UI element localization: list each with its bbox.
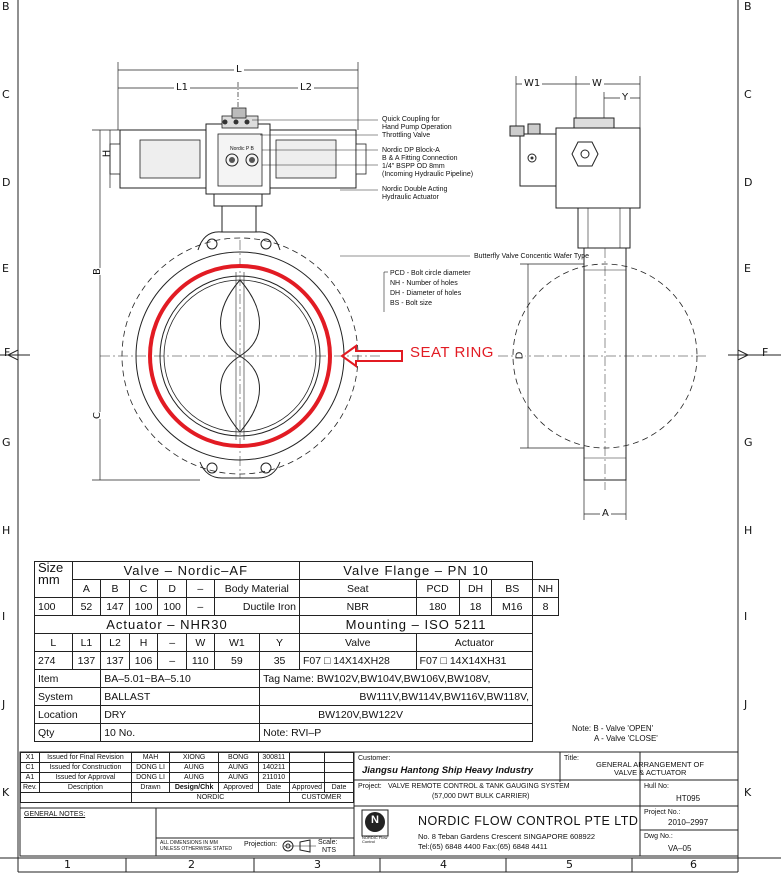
frame-letter: C xyxy=(2,88,10,101)
rev-header: Rev. xyxy=(21,783,40,793)
dim-Y: Y xyxy=(622,92,629,103)
blank-cell xyxy=(290,763,325,773)
general-notes: GENERAL NOTES: xyxy=(24,811,86,818)
table-cell: 274 xyxy=(35,652,73,670)
blank-cell xyxy=(290,753,325,763)
table-cell: 59 xyxy=(214,652,260,670)
rev-header: Date xyxy=(325,783,354,793)
col-header: A xyxy=(72,580,101,598)
tag-line-2: BW111V,BW114V,BW116V,BW118V, xyxy=(260,688,533,706)
company-tel: Tel:(65) 6848 4400 Fax:(65) 6848 4411 xyxy=(418,842,548,851)
mount-code: F07 xyxy=(302,654,322,667)
callout-pcd: PCD - Bolt circle diameter xyxy=(390,270,471,277)
mount-value: 14X14XH31 xyxy=(449,654,507,667)
col-header: C xyxy=(129,580,158,598)
size-label: Size xyxy=(38,560,64,575)
frame-letter: K xyxy=(2,786,10,799)
rev-approved: AUNG xyxy=(219,763,258,773)
rev-drawn: MAH xyxy=(131,753,169,763)
table-cell: 18 xyxy=(459,598,492,616)
table-cell: 137 xyxy=(101,652,130,670)
rev-design: AUNG xyxy=(170,773,219,783)
col-header: D xyxy=(158,580,187,598)
rev-header: Design/Chk xyxy=(170,783,219,793)
dim-L1: L1 xyxy=(176,82,188,93)
callout-bs: BS - Bolt size xyxy=(390,300,433,307)
col-header: Seat xyxy=(299,580,416,598)
drawing-title-2: VALVE & ACTUATOR xyxy=(614,768,687,777)
dim-A: A xyxy=(602,508,609,519)
col-header: Y xyxy=(260,634,300,652)
all-dims-2: UNLESS OTHERWISE STATED xyxy=(160,846,232,852)
frame-letter: G xyxy=(744,436,753,449)
rev-date: 140211 xyxy=(258,763,289,773)
valve-close-note: A - Valve 'CLOSE' xyxy=(594,734,658,743)
callout-throttling: Throttling Valve xyxy=(382,132,431,139)
dim-L: L xyxy=(236,64,242,75)
table-cell: 100 xyxy=(158,598,187,616)
dim-W: W xyxy=(592,78,602,89)
dim-C: C xyxy=(91,412,103,419)
rev-header: Approved xyxy=(290,783,325,793)
project-number: 2010–2997 xyxy=(668,818,709,827)
callout-fitting: B & A Fitting Connection xyxy=(382,155,458,162)
table-cell: – xyxy=(158,652,187,670)
tag-line-1: Tag Name: BW102V,BW104V,BW106V,BW108V, xyxy=(260,670,533,688)
col-header: Valve xyxy=(299,634,416,652)
project-label: Project: xyxy=(358,783,382,790)
logo-text: NORDIC Flow Control xyxy=(362,835,388,844)
flange-header: Valve Flange – PN 10 xyxy=(299,562,532,580)
table-cell: Ductile Iron xyxy=(214,598,299,616)
dwg-label: Dwg No.: xyxy=(644,833,673,840)
frame-letter: J xyxy=(744,698,748,711)
valve-header: Valve – Nordic–AF xyxy=(72,562,299,580)
frame-letter: F xyxy=(762,346,769,359)
rev-desc: Issued for Approval xyxy=(39,773,131,783)
rev-desc: Issued for Construction xyxy=(39,763,131,773)
mount-value: 14X14XH28 xyxy=(333,654,390,667)
col-header: W1 xyxy=(214,634,260,652)
frame-letter: G xyxy=(2,436,11,449)
company-address: No. 8 Teban Gardens Crescent SINGAPORE 608922 xyxy=(418,832,596,841)
rev-approved: BONG xyxy=(219,753,258,763)
rev-approved: AUNG xyxy=(219,773,258,783)
frame-number: 4 xyxy=(440,858,447,871)
blank-cell xyxy=(325,763,354,773)
table-cell: 147 xyxy=(101,598,130,616)
rev-drawn: DONG LI xyxy=(131,773,169,783)
table-cell: 180 xyxy=(416,598,459,616)
revision-table xyxy=(20,752,354,803)
customer-label: Customer: xyxy=(358,755,391,762)
all-dims-1: ALL DIMENSIONS IN MM xyxy=(160,840,218,846)
rev-header: Date xyxy=(258,783,289,793)
table-cell: – xyxy=(186,598,214,616)
table-cell: 52 xyxy=(72,598,101,616)
hull-label: Hull No: xyxy=(644,783,669,790)
square-icon: □ xyxy=(323,654,331,667)
dim-W1: W1 xyxy=(524,78,541,89)
project-name-2: (57,000 DWT BULK CARRIER) xyxy=(432,793,530,800)
blank-cell xyxy=(325,773,354,783)
col-header: DH xyxy=(459,580,492,598)
col-header: – xyxy=(158,634,187,652)
table-cell: 110 xyxy=(186,652,214,670)
callout-double-acting: Nordic Double Acting xyxy=(382,186,448,193)
rvi-note: Note: RVI–P xyxy=(260,724,533,742)
rev-code: C1 xyxy=(21,763,40,773)
col-header: – xyxy=(186,580,214,598)
frame-number: 3 xyxy=(314,858,321,871)
blank-cell xyxy=(325,753,354,763)
table-cell: 8 xyxy=(533,598,559,616)
callout-nh: NH - Number of holes xyxy=(390,280,458,287)
frame-number: 5 xyxy=(566,858,573,871)
dwg-number: VA–05 xyxy=(668,844,692,853)
rev-desc: Issued for Final Revision xyxy=(39,753,131,763)
frame-letter: J xyxy=(2,698,6,711)
frame-letter: C xyxy=(744,88,752,101)
col-header: PCD xyxy=(416,580,459,598)
col-header: Actuator xyxy=(416,634,533,652)
rev-date: 211010 xyxy=(258,773,289,783)
rev-code: X1 xyxy=(21,753,40,763)
dim-L2: L2 xyxy=(300,82,312,93)
rev-design: XIONG xyxy=(170,753,219,763)
col-header: W xyxy=(186,634,214,652)
table-cell: M16 xyxy=(492,598,533,616)
scale-value: NTS xyxy=(322,847,336,854)
rev-drawn: DONG LI xyxy=(131,763,169,773)
callout-actuator: Hydraulic Actuator xyxy=(382,194,439,201)
frame-letter: I xyxy=(2,610,6,623)
frame-number: 6 xyxy=(690,858,697,871)
rev-date: 300811 xyxy=(258,753,289,763)
col-header: B xyxy=(101,580,130,598)
customer-name: Jiangsu Hantong Ship Heavy Industry xyxy=(362,765,534,776)
callout-hand-pump: Hand Pump Operation xyxy=(382,124,452,131)
title-label: Title: xyxy=(564,755,579,762)
mm-label: mm xyxy=(38,572,60,587)
frame-letter: I xyxy=(744,610,748,623)
frame-letter: E xyxy=(2,262,9,275)
qty-value: 10 No. xyxy=(101,724,260,742)
actuator-header: Actuator – NHR30 xyxy=(35,616,300,634)
frame-letter: F xyxy=(4,346,11,359)
callout-dh: DH - Diameter of holes xyxy=(390,290,462,297)
logo-icon: N xyxy=(371,814,379,826)
mount-code: F07 xyxy=(419,654,438,667)
frame-letter: B xyxy=(2,0,10,13)
dim-H: H xyxy=(101,149,113,158)
valve-open-note: Note: B - Valve 'OPEN' xyxy=(572,724,654,733)
frame-letter: E xyxy=(744,262,751,275)
square-icon: □ xyxy=(440,654,447,667)
qty-label: Qty xyxy=(35,724,101,742)
table-cell: 100 xyxy=(35,598,73,616)
drawing-title: GENERAL ARRANGEMENT OF xyxy=(596,760,704,769)
callout-pipeline: (Incoming Hydraulic Pipeline) xyxy=(382,171,474,178)
seat-ring-label: SEAT RING xyxy=(410,344,494,361)
col-header: L1 xyxy=(72,634,101,652)
rev-header: Drawn xyxy=(131,783,169,793)
project-name: VALVE REMOTE CONTROL & TANK GAUGING SYSTEM xyxy=(388,783,570,790)
project-no-label: Project No.: xyxy=(644,809,681,816)
rev-header: Approved xyxy=(219,783,258,793)
frame-letter: H xyxy=(2,524,11,537)
col-header: NH xyxy=(533,580,559,598)
table-cell: NBR xyxy=(299,598,416,616)
block-label: Nordic P B xyxy=(230,146,254,152)
mounting-header: Mounting – ISO 5211 xyxy=(299,616,532,634)
col-header: L2 xyxy=(101,634,130,652)
customer-cell: CUSTOMER xyxy=(290,793,354,803)
frame-letter: K xyxy=(744,786,752,799)
callout-bspp: 1/4" BSPP OD 8mm xyxy=(382,163,445,170)
dim-B: B xyxy=(91,268,103,275)
blank-cell xyxy=(290,773,325,783)
frame-letter: B xyxy=(744,0,752,13)
frame-number: 1 xyxy=(64,858,71,871)
dim-D: D xyxy=(514,351,526,360)
col-header: BS xyxy=(492,580,533,598)
system-value: BALLAST xyxy=(101,688,260,706)
callout-quick-coupling: Quick Coupling for xyxy=(382,116,440,123)
nordic-cell: NORDIC xyxy=(131,793,289,803)
company-name: NORDIC FLOW CONTROL PTE LTD xyxy=(418,814,639,828)
item-label: Item xyxy=(35,670,101,688)
system-label: System xyxy=(35,688,101,706)
rev-design: AUNG xyxy=(170,763,219,773)
hull-number: HT095 xyxy=(676,794,701,803)
table-cell: 100 xyxy=(129,598,158,616)
tag-line-3: BW120V,BW122V xyxy=(260,706,533,724)
blank-cell xyxy=(21,793,132,803)
frame-number: 2 xyxy=(188,858,195,871)
callout-dp-block: Nordic DP Block-A xyxy=(382,147,440,154)
location-label: Location xyxy=(35,706,101,724)
location-value: DRY xyxy=(101,706,260,724)
frame-letter: D xyxy=(744,176,753,189)
frame-letter: H xyxy=(744,524,753,537)
table-cell: 137 xyxy=(72,652,101,670)
rev-code: A1 xyxy=(21,773,40,783)
col-header: Body Material xyxy=(214,580,299,598)
scale-label: Scale: xyxy=(318,839,338,846)
item-value: BA–5.01~BA–5.10 xyxy=(101,670,260,688)
callout-valve-type: Butterfly Valve Concentic Wafer Type xyxy=(474,253,590,260)
col-header: H xyxy=(129,634,158,652)
projection-label: Projection: xyxy=(244,841,278,848)
frame-letter: D xyxy=(2,176,11,189)
table-cell: 35 xyxy=(260,652,300,670)
col-header: L xyxy=(35,634,73,652)
table-cell: 106 xyxy=(129,652,158,670)
rev-header: Description xyxy=(39,783,131,793)
